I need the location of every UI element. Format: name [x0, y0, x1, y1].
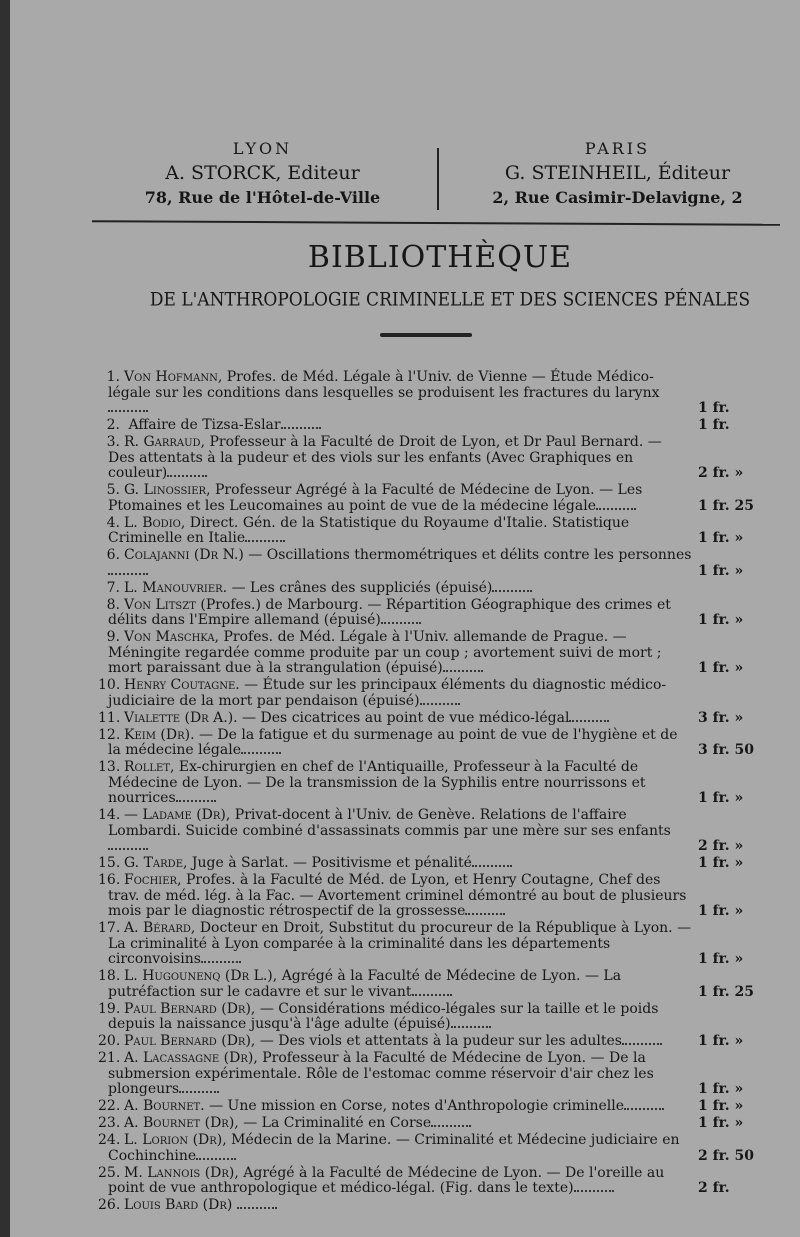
- catalogue-entry: [98, 968, 790, 1000]
- entry-title: Médecin de la Marine. — Criminalité et Médecine judiciaire en Cochinchine: [108, 1132, 680, 1164]
- entry-price: 2 fr. »: [698, 838, 744, 854]
- entry-number: 25.: [98, 1164, 121, 1181]
- catalogue-entry: [98, 726, 790, 759]
- entry-author: Von Litszt: [124, 596, 196, 613]
- catalogue-entry: [108, 483, 790, 514]
- entry-number: 22.: [98, 1098, 121, 1114]
- entry-author: Von Maschka,: [124, 629, 220, 645]
- catalogue-entry: [108, 370, 790, 417]
- entry-number: 23.: [98, 1115, 121, 1131]
- entry-price: 1 fr. »: [698, 1033, 744, 1049]
- entry-author: Louis Bard (Dr): [124, 1197, 233, 1213]
- entry-title: Profes. de Méd. Légale à l'Univ. allemande de Prague. — Méningite regardée comme produite par un coup ; avortement suivi de mort ; mort paraissant due à la strangulation (épuisé): [108, 629, 662, 676]
- entry-title: — De la fatigue et du surmenage au point de vue de l'hygiène et de la médecine légale: [108, 726, 678, 758]
- entry-price: 3 fr. 50: [698, 742, 754, 758]
- dot-leader: [465, 905, 505, 915]
- entry-number: 9.: [106, 629, 120, 645]
- entry-title: Professeur Agrégé à la Faculté de Médecine de Lyon. — Les Ptomaines et les Leucomaines au point de vue de la médecine légale: [108, 482, 643, 514]
- dot-leader: [472, 857, 512, 867]
- dot-leader: [176, 792, 216, 802]
- entry-number: 20.: [98, 1033, 121, 1049]
- publisher-lyon: [90, 138, 435, 210]
- city-paris: PARIS: [584, 139, 651, 158]
- entry-author: Vialette (Dr A.).: [124, 709, 238, 726]
- dot-leader: [596, 500, 636, 510]
- entry-author: R. Garraud,: [124, 434, 206, 450]
- entry-author: L. Hugounenq (Dr L.),: [124, 968, 278, 984]
- page-title: BIBLIOTHÈQUE: [307, 240, 573, 275]
- entry-author: Rollet,: [124, 759, 175, 775]
- catalogue-entry: [98, 1033, 790, 1050]
- catalogue-entry: [98, 1000, 790, 1033]
- entry-number: 24.: [98, 1132, 121, 1148]
- entry-title: — Considérations médico-légales sur la taille et le poids depuis la naissance jusqu'à l'âge adulte (épuisé): [108, 1000, 659, 1032]
- entry-author: G. Tarde,: [124, 855, 188, 871]
- entry-title: Privat-docent à l'Univ. de Genève. Relations de l'affaire Lombardi. Suicide combiné d'assassinats commis par une mère sur ses enfants: [108, 807, 671, 839]
- dot-leader: [179, 1083, 219, 1093]
- entry-price: 1 fr. »: [698, 530, 744, 546]
- page-edge-shadow: [0, 0, 10, 1237]
- entry-title: — Les crânes des suppliciés (épuisé): [231, 579, 493, 596]
- entry-number: 12.: [98, 726, 121, 743]
- header-divider: [437, 148, 439, 210]
- entry-author: L. Bodio,: [124, 514, 186, 531]
- catalogue-entry: [98, 1050, 790, 1098]
- catalogue-entry: [98, 920, 790, 968]
- dot-leader: [108, 840, 148, 850]
- entry-price: 1 fr. »: [698, 562, 744, 579]
- entry-number: 14.: [98, 807, 121, 823]
- entry-author: Paul Bernard (Dr),: [124, 1033, 256, 1049]
- entry-price: 2 fr. 50: [698, 1147, 754, 1164]
- entry-price: 3 fr. »: [698, 709, 744, 726]
- dot-leader: [281, 419, 321, 429]
- entry-price: 1 fr.: [698, 417, 730, 433]
- catalogue-entry: [98, 709, 790, 727]
- entry-title: Docteur en Droit, Substitut du procureur de la République à Lyon. — La criminalité à Lyon comparée à la criminalité dans les départements circonvoisins: [108, 920, 692, 967]
- catalogue-entry: [98, 855, 790, 872]
- address-paris: 2, Rue Casimir-Delavigne, 2: [492, 188, 743, 207]
- entry-price: 1 fr. »: [698, 855, 744, 871]
- entry-number: 26.: [98, 1197, 121, 1213]
- entry-price: 1 fr. »: [698, 790, 744, 806]
- dot-leader: [201, 953, 241, 963]
- entry-title: — Des cicatrices au point de vue médico-légal: [242, 709, 570, 726]
- dot-leader: [412, 986, 452, 996]
- catalogue-entry: [98, 1132, 790, 1164]
- entry-author: L. Lorion (Dr),: [124, 1132, 227, 1148]
- entry-author: Henry Coutagne.: [124, 677, 240, 693]
- entry-number: 6.: [106, 547, 120, 563]
- dot-leader: [196, 1150, 236, 1160]
- dot-leader: [451, 1018, 491, 1028]
- dot-leader: [569, 712, 609, 722]
- header-rule: [92, 220, 780, 226]
- catalogue-entry: [98, 1164, 790, 1197]
- entry-number: 19.: [98, 1000, 121, 1017]
- entry-number: 11.: [98, 709, 121, 726]
- entry-number: 7.: [106, 579, 120, 596]
- entry-author: — Ladame (Dr),: [124, 807, 231, 823]
- publisher-storck: A. STORCK, Editeur: [165, 162, 360, 184]
- entry-number: 15.: [98, 855, 121, 871]
- entry-number: 8.: [106, 596, 120, 613]
- catalogue-entry: [98, 677, 790, 709]
- entry-price: 1 fr.: [698, 400, 730, 416]
- entry-author: Colajanni (Dr N.): [124, 547, 244, 563]
- entry-title: — La Criminalité en Corse: [243, 1115, 432, 1131]
- publisher-paris: [445, 138, 790, 210]
- entry-price: 1 fr. »: [698, 1115, 744, 1131]
- entry-price: 1 fr. »: [698, 903, 744, 919]
- dot-leader: [443, 662, 483, 672]
- dot-leader: [492, 582, 532, 592]
- entry-author: A. Bérard,: [124, 920, 196, 936]
- catalogue-entry: [98, 1115, 790, 1132]
- entry-author: A. Lacassagne (Dr),: [124, 1050, 258, 1066]
- entry-price: 1 fr. »: [698, 951, 744, 967]
- dot-leader: [108, 402, 148, 412]
- title-ornament: [380, 333, 472, 337]
- entry-number: 13.: [98, 759, 121, 775]
- dot-leader: [167, 467, 207, 477]
- entry-author: M. Lannois (Dr),: [124, 1164, 239, 1181]
- publisher-header: [90, 138, 790, 218]
- entry-price: 2 fr. »: [698, 465, 744, 481]
- entry-price: 1 fr. »: [698, 660, 744, 676]
- entry-title: Profes. de Méd. Légale à l'Univ. de Vienne — Étude Médico-légale sur les conditions dans lesquelles se produisent les fractures du larynx: [108, 369, 660, 401]
- city-lyon: LYON: [232, 139, 293, 158]
- entry-title: — Des viols et attentats à la pudeur sur les adultes: [259, 1033, 622, 1049]
- entry-price: 1 fr. »: [698, 1098, 744, 1114]
- dot-leader: [624, 1100, 664, 1110]
- catalogue-entry: [108, 516, 790, 547]
- dot-leader: [241, 744, 281, 754]
- dot-leader: [108, 565, 148, 575]
- entry-price: 2 fr.: [698, 1180, 730, 1196]
- catalogue-entry: [98, 872, 790, 920]
- dot-leader: [420, 695, 460, 705]
- entry-author: G. Linossier,: [124, 482, 211, 498]
- catalogue-entry: [108, 581, 790, 597]
- entry-price: 1 fr. 25: [698, 497, 754, 514]
- entry-title: — Une mission en Corse, notes d'Anthropologie criminelle: [209, 1098, 624, 1114]
- dot-leader: [622, 1035, 662, 1045]
- entry-author: Von Hofmann,: [124, 369, 223, 385]
- entry-author: A. Bournet.: [124, 1098, 205, 1114]
- catalogue-entry: [108, 598, 790, 629]
- publisher-steinheil: G. STEINHEIL, Éditeur: [504, 162, 731, 184]
- entry-author: Keim (Dr).: [124, 726, 195, 743]
- entry-number: 10.: [98, 677, 121, 693]
- entry-title: Affaire de Tizsa-Eslar: [128, 417, 281, 433]
- catalogue-list: [98, 369, 790, 1215]
- entry-title: Agrégé à la Faculté de Médecine de Lyon. — De l'oreille au point de vue anthropologique et médico-légal. (Fig. dans le texte): [108, 1164, 665, 1196]
- entry-number: 17.: [98, 920, 121, 936]
- entry-number: 4.: [106, 514, 120, 531]
- page-subtitle: DE L'ANTHROPOLOGIE CRIMINELLE ET DES SCIENCES PÉNALES: [149, 289, 751, 311]
- catalogue-entry: [98, 759, 790, 807]
- entry-title: — Étude sur les principaux éléments du diagnostic médico-judiciaire de la mort par pendaison (épuisé): [108, 677, 667, 709]
- entry-author: Fochier,: [124, 872, 182, 888]
- entry-title: Direct. Gén. de la Statistique du Royaume d'Italie. Statistique Criminelle en Italie: [108, 514, 630, 546]
- entry-author: L. Manouvrier.: [124, 579, 228, 596]
- entry-number: 18.: [98, 968, 121, 984]
- dot-leader: [574, 1182, 614, 1192]
- catalogue-entry: [108, 630, 790, 677]
- entry-price: 1 fr. »: [698, 612, 744, 628]
- entry-title: Professeur à la Faculté de Médecine de Lyon. — De la submersion expérimentale. Rôle de l'estomac comme réservoir d'air chez les plongeurs: [108, 1050, 654, 1097]
- entry-title: Agrégé à la Faculté de Médecine de Lyon. — La putréfaction sur le cadavre et sur le vivant: [108, 968, 622, 1000]
- catalogue-entry: [108, 418, 790, 434]
- entry-number: 3.: [106, 434, 120, 450]
- entry-title: Profes. à la Faculté de Méd. de Lyon, et Henry Coutagne, Chef des trav. de méd. lég. à la Fac. — Avortement criminel démontré au bout de plusieurs mois par le diagnostic rétrospectif de la grossesse: [108, 872, 687, 919]
- address-lyon: 78, Rue de l'Hôtel-de-Ville: [144, 188, 381, 207]
- dot-leader: [381, 614, 421, 624]
- entry-price: 1 fr. 25: [698, 983, 754, 1000]
- entry-title: (Profes.) de Marbourg. — Répartition Géographique des crimes et délits dans l'Empire allemand (épuisé): [108, 596, 671, 628]
- entry-price: 1 fr. »: [698, 1081, 744, 1097]
- catalogue-entry: [98, 1098, 790, 1115]
- catalogue-entry: [108, 548, 790, 579]
- entry-title: Juge à Sarlat. — Positivisme et pénalité: [191, 855, 472, 871]
- page: [10, 0, 800, 1237]
- dot-leader: [431, 1117, 471, 1127]
- catalogue-entry: [98, 807, 790, 855]
- entry-number: 5.: [106, 482, 120, 498]
- catalogue-entry: [108, 435, 790, 482]
- entry-title: Professeur à la Faculté de Droit de Lyon, et Dr Paul Bernard. — Des attentats à la pudeur et des viols sur les enfants (Avec Graphiques en couleur): [108, 434, 662, 481]
- entry-number: 21.: [98, 1050, 121, 1066]
- entry-number: 1.: [106, 369, 120, 385]
- entry-title: — Oscillations thermométriques et délits contre les personnes: [248, 547, 692, 563]
- catalogue-entry: [98, 1197, 790, 1214]
- dot-leader: [245, 532, 285, 542]
- entry-number: 16.: [98, 872, 121, 888]
- entry-title: Ex-chirurgien en chef de l'Antiquaille, Professeur à la Faculté de Médecine de Lyon. — De la transmission de la Syphilis entre nourrissons et nourrices: [108, 759, 646, 806]
- entry-author: Paul Bernard (Dr),: [124, 1000, 256, 1017]
- entry-number: 2.: [106, 417, 120, 433]
- dot-leader: [237, 1199, 277, 1209]
- entry-author: A. Bournet (Dr),: [124, 1115, 239, 1131]
